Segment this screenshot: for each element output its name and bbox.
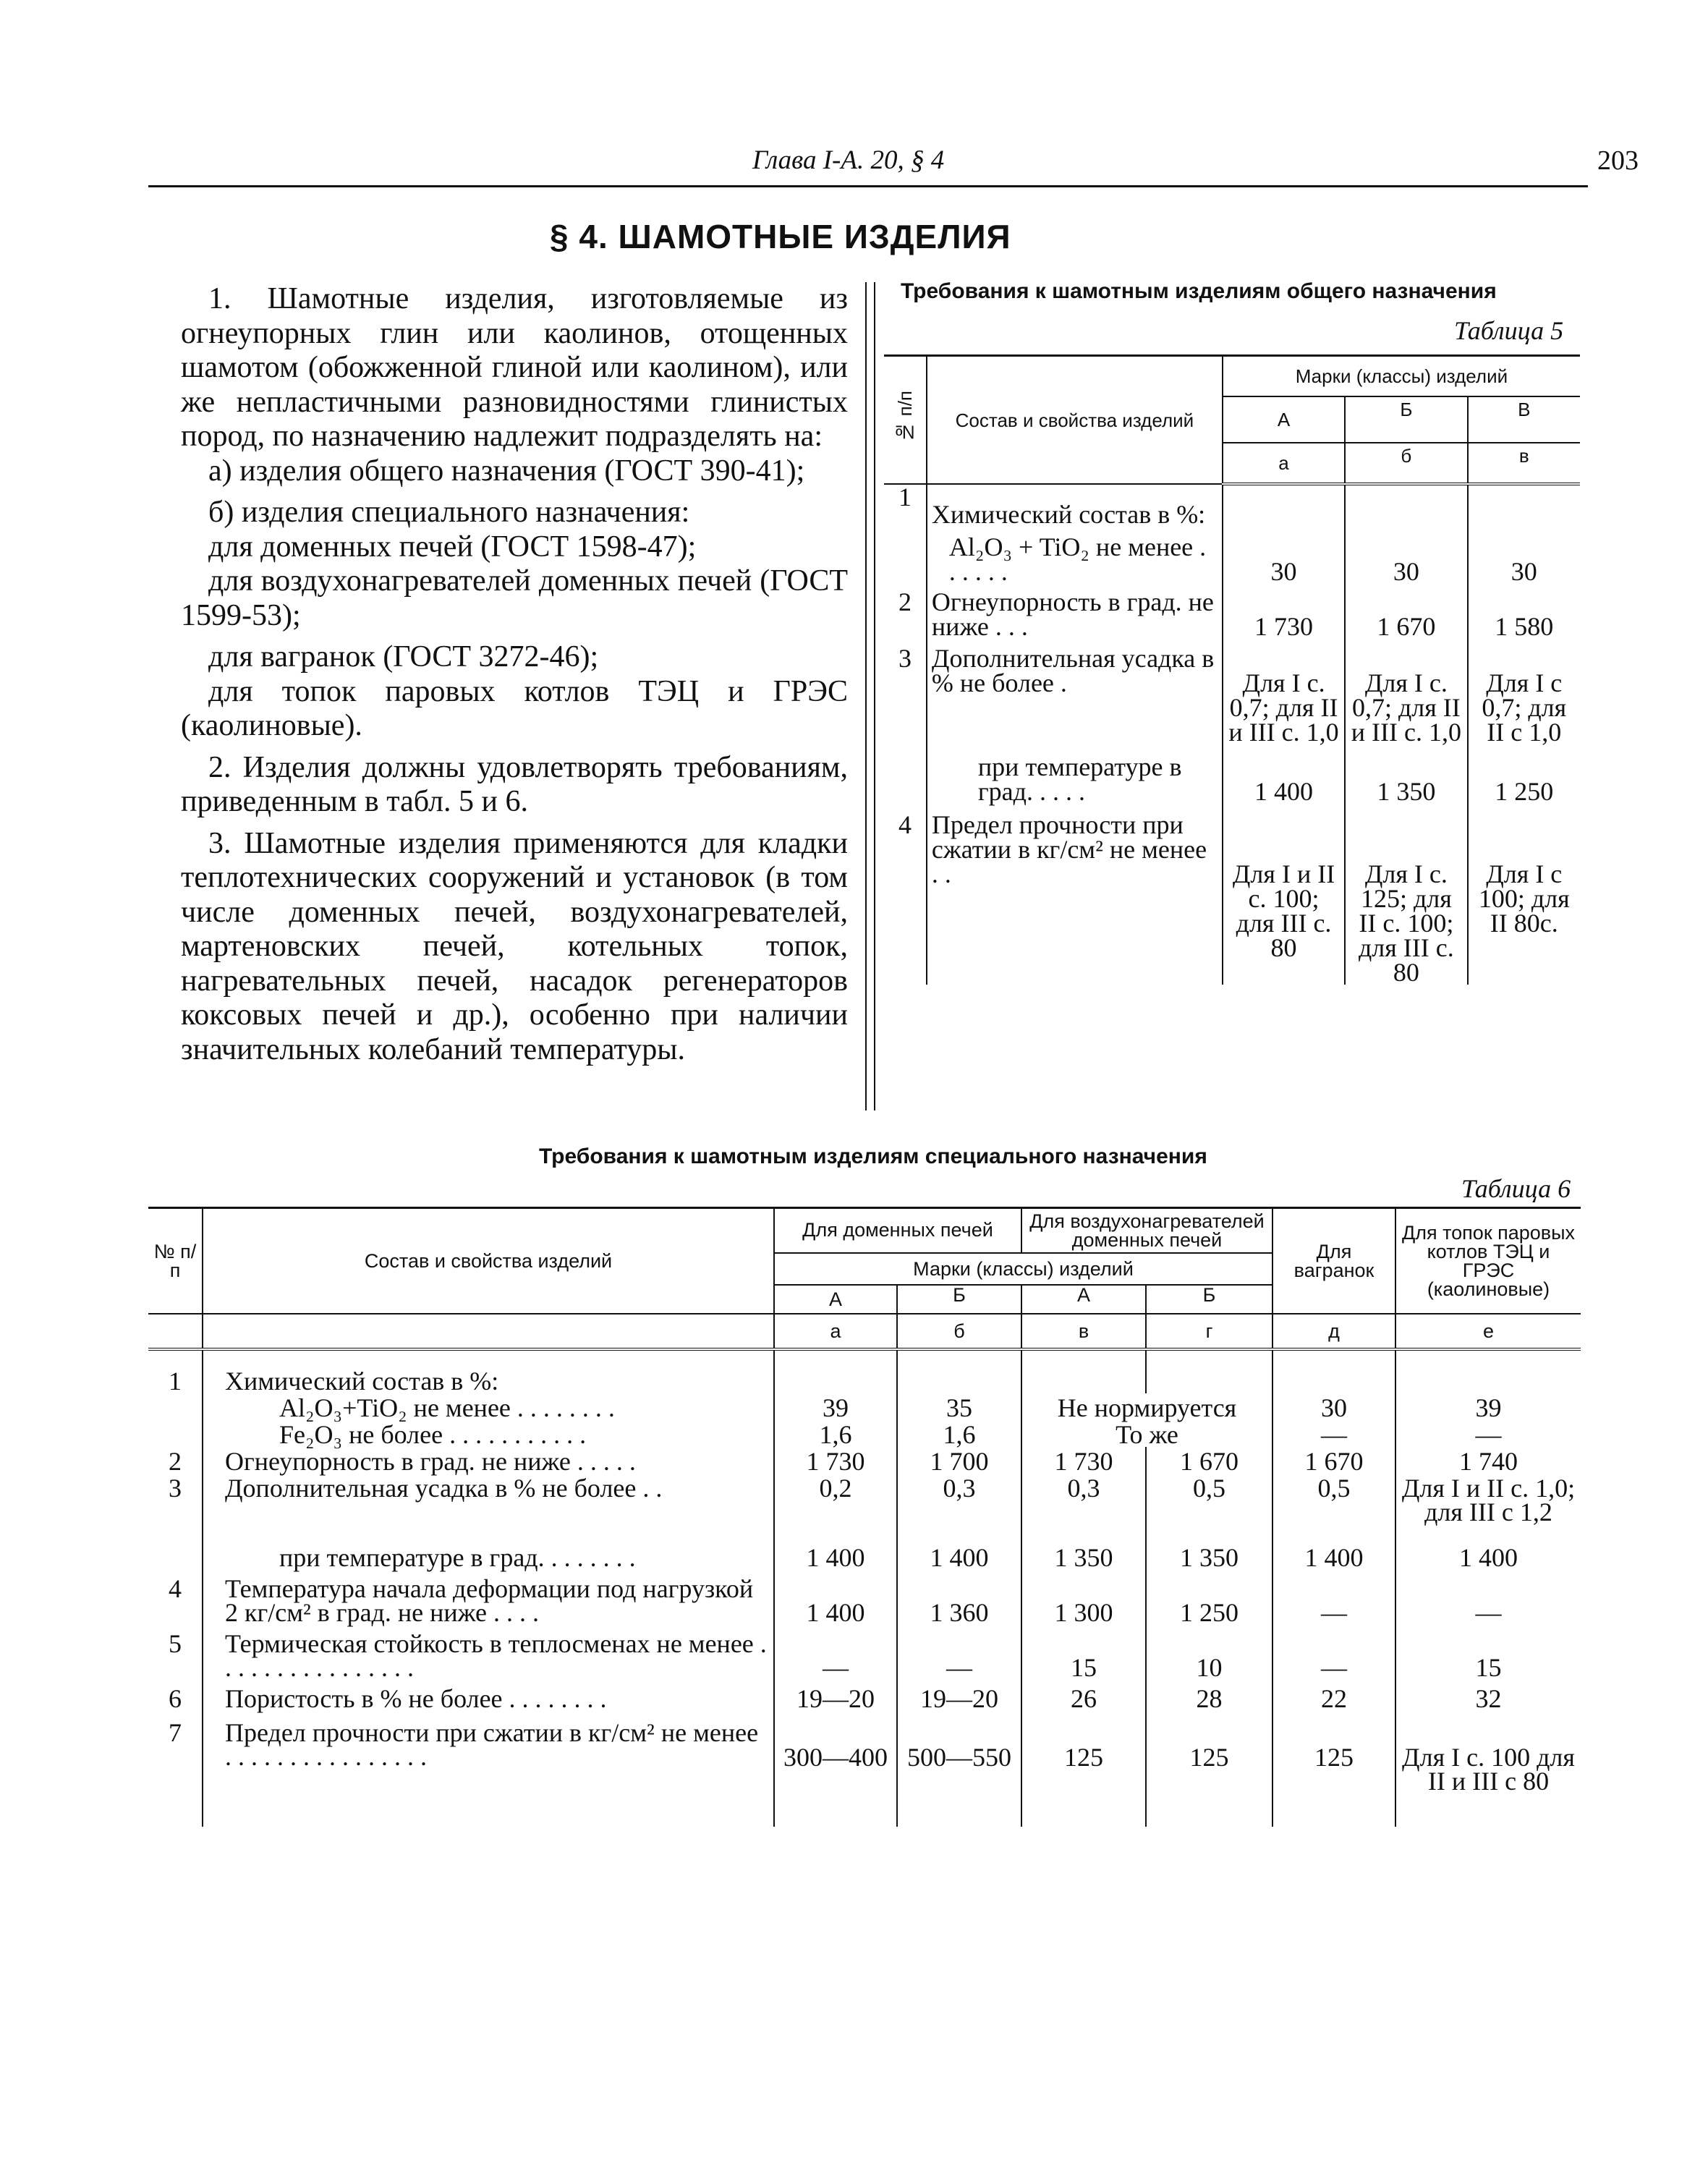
table6-mark: Б [1146, 1285, 1272, 1314]
table5-col-B: Б [1345, 396, 1467, 443]
table6-sub: а [774, 1314, 897, 1349]
item-b3: для вагранок (ГОСТ 3272-46); [208, 640, 599, 674]
table6-sub: е [1395, 1314, 1581, 1349]
header-rule [148, 185, 1588, 187]
table-row: 4 Температура начала деформации под нагрузкой 2 кг/см² в град. не ниже . . . . 1 400 1 360 1 300 1 250 — — [148, 1570, 1581, 1625]
table6-caption: Требования к шамотным изделиям специального назначения [539, 1144, 1207, 1168]
table-row: Al₂O₃ + TiO₂ не менее . . . . . . 30 30 30 [884, 535, 1580, 584]
table6-header-blast: Для доменных печей [774, 1208, 1021, 1254]
table6-mark: А [774, 1285, 897, 1314]
paragraph-3: 3. Шамотные изделия применяются для кладки теплотехнических сооружений и установок (в том числе доменных печей, воздухонагревателей, мартеновских печей, котельных топок, нагревательных печей, насадок регенераторов коксовых печей и др.), особенно при наличии значительных колебаний температуры. [181, 826, 848, 1066]
table6-header-prop: Состав и свойства изделий [203, 1208, 774, 1314]
table5-sub-v: в [1468, 443, 1580, 484]
table-row: 6 Пористость в % не более . . . . . . . . 19—20 19—20 26 28 22 32 [148, 1680, 1581, 1711]
table5-caption: Требования к шамотным изделиям общего назначения [901, 279, 1497, 303]
table5-tag: Таблица 5 [1454, 316, 1564, 345]
table6-header-num: № п/п [148, 1208, 203, 1314]
table6-sub: г [1146, 1314, 1272, 1349]
item-b: б) изделия специального назначения: [208, 496, 690, 529]
table-row: при температуре в град. . . . . . . . 1 400 1 400 1 350 1 350 1 400 1 400 [148, 1524, 1581, 1570]
table6-sub: д [1272, 1314, 1395, 1349]
table-row: 1 Химический состав в %: [884, 484, 1580, 535]
table-row: Fe₂O₃ не более . . . . . . . . . . . 1,6 1,6 То же — — [148, 1420, 1581, 1447]
table-row: 4 Предел прочности при сжатии в кг/см² не менее . . Для I и II с. 100; для III с. 80 Для I с. 125; для II с. 100; для III с. 80 Для I с 100; для II 80с. [884, 804, 1580, 985]
table5-header-num: № п/п [884, 356, 927, 485]
table-row: 2 Огнеупорность в град. не ниже . . . . . 1 730 1 700 1 730 1 670 1 670 1 740 [148, 1447, 1581, 1474]
column-divider [874, 282, 875, 1110]
table-row: 2 Огнеупорность в град. не ниже . . . 1 730 1 670 1 580 [884, 584, 1580, 639]
table5-col-A: А [1223, 396, 1345, 443]
table5-sub-a: а [1223, 443, 1345, 484]
item-b4: для топок паровых котлов ТЭЦ и ГРЭС (каолиновые). [181, 674, 848, 742]
table5-col-V: В [1468, 396, 1580, 443]
table6-mark: А [1021, 1285, 1146, 1314]
table6-header-marks: Марки (классы) изделий [774, 1253, 1272, 1285]
table-row: 1 Химический состав в %: [148, 1349, 1581, 1393]
table5-sub-b: б [1345, 443, 1467, 484]
table-row: Al₂O₃+TiO₂ не менее . . . . . . . . 39 35 Не нормируется 30 39 [148, 1393, 1581, 1420]
item-b1: для доменных печей (ГОСТ 1598-47); [208, 530, 697, 564]
table6-header-cupola: Для вагранок [1272, 1208, 1395, 1314]
table-row: 5 Термическая стойкость в теплосменах не менее . . . . . . . . . . . . . . . . — — 15 10 — 15 [148, 1625, 1581, 1680]
table5-header-prop: Состав и свойства изделий [927, 356, 1223, 485]
table-row: при температуре в град. . . . . 1 400 1 350 1 250 [884, 744, 1580, 804]
table6-sub: в [1021, 1314, 1146, 1349]
table-row: 7 Предел прочности при сжатии в кг/см² не менее . . . . . . . . . . . . . . . . 300—400 500—550 125 125 125 Для I с. 100 для II и III с 80 [148, 1711, 1581, 1827]
table6-header-air: Для воздухонагревателей доменных печей [1021, 1208, 1272, 1254]
table6-sub: б [897, 1314, 1021, 1349]
table5 [884, 354, 1580, 985]
table6-tag: Таблица 6 [1461, 1174, 1571, 1203]
paragraph-1: 1. Шамотные изделия, изготовляемые из огнеупорных глин или каолинов, отощенных шамотом (обожженной глиной или каолином), или же непластичными разновидностями глинистых пород, по назначению надлежит подразделять на: [181, 282, 848, 453]
body-text [181, 282, 848, 1067]
table6-header-boiler: Для топок паровых котлов ТЭЦ и ГРЭС (каолиновые) [1395, 1208, 1581, 1314]
item-b2: для воздухонагревателей доменных печей (ГОСТ 1599-53); [181, 564, 848, 632]
table5-header-marks: Марки (классы) изделий [1223, 356, 1580, 397]
table-row: 3 Дополнительная усадка в % не более . . 0,2 0,3 0,3 0,5 0,5 Для I и II с. 1,0; для III с 1,2 [148, 1474, 1581, 1524]
table-row: 3 Дополнительная усадка в % не более . Для I с. 0,7; для II и III с. 1,0 Для I с. 0,7; для II и III с. 1,0 Для I с 0,7; для II с 1,0 [884, 639, 1580, 744]
column-divider [865, 282, 867, 1110]
paragraph-2: 2. Изделия должны удовлетворять требованиям, приведенным в табл. 5 и 6. [181, 750, 848, 818]
section-title: § 4. ШАМОТНЫЕ ИЗДЕЛИЯ [550, 218, 1011, 255]
table6-mark: Б [897, 1285, 1021, 1314]
item-a: а) изделия общего назначения (ГОСТ 390-41); [208, 454, 805, 488]
table6 [148, 1207, 1581, 1827]
page-number: 203 [1597, 145, 1639, 176]
running-head: Глава I-А. 20, § 4 [752, 145, 945, 175]
